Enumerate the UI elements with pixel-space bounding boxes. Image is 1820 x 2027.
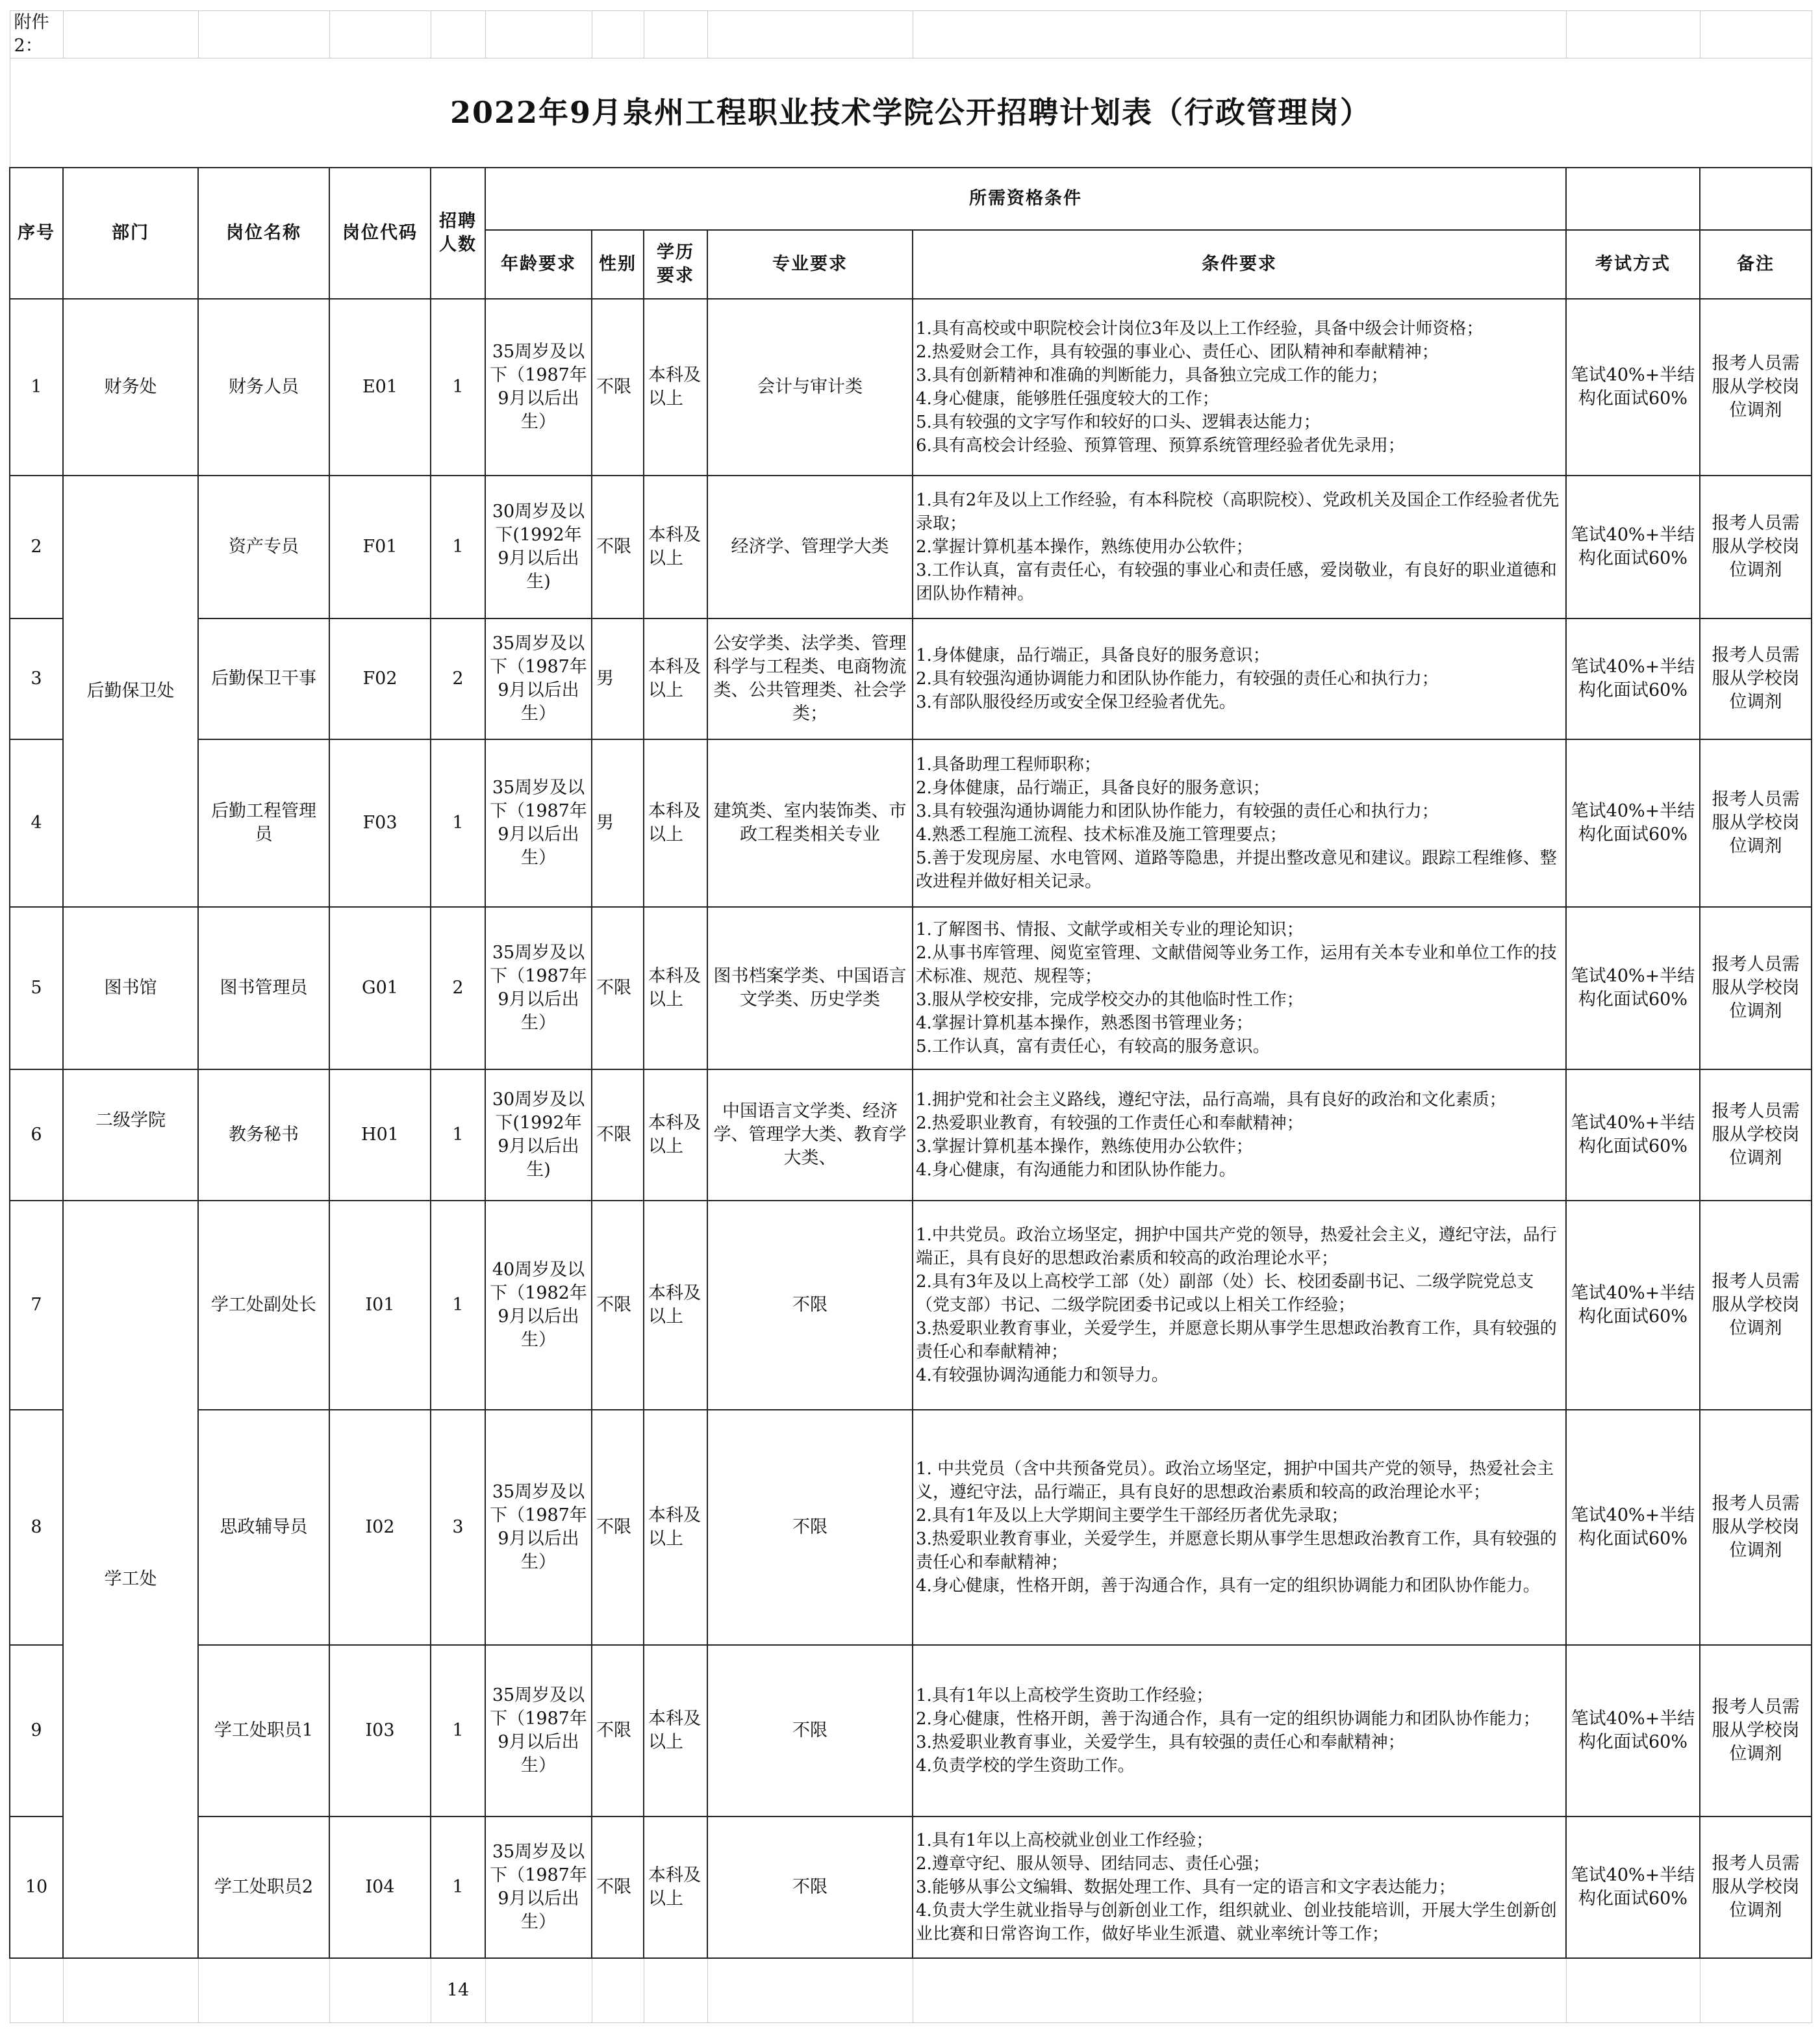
row-seq: 1 (10, 299, 63, 476)
row-age: 30周岁及以下(1992年9月以后出生) (485, 476, 592, 618)
row-dept: 二级学院 (63, 1069, 198, 1201)
row-gender: 不限 (592, 1645, 644, 1817)
row-position: 财务人员 (198, 299, 329, 476)
attachment-label: 附件2： (10, 11, 63, 58)
row-age: 35周岁及以下（1987年9月以后出生） (485, 907, 592, 1069)
row-major: 不限 (707, 1645, 913, 1817)
row-position: 学工处职员1 (198, 1645, 329, 1817)
row-remarks: 报考人员需服从学校岗位调剂 (1700, 1645, 1812, 1817)
row-education: 本科及以上 (644, 1069, 707, 1201)
row-remarks: 报考人员需服从学校岗位调剂 (1700, 1817, 1812, 1958)
condition-line: 1.具有2年及以上工作经验，有本科院校（高职院校）、党政机关及国企工作经验者优先录取； (916, 490, 1560, 533)
condition-line: 1.具有高校或中职院校会计岗位3年及以上工作经验，具备中级会计师资格； (916, 318, 1484, 338)
row-code: F01 (329, 476, 431, 618)
row-code: I02 (329, 1410, 431, 1645)
total-row (10, 1958, 1812, 2023)
row-remarks: 报考人员需服从学校岗位调剂 (1700, 907, 1812, 1069)
row-remarks: 报考人员需服从学校岗位调剂 (1700, 299, 1812, 476)
row-conditions (913, 1201, 1566, 1410)
row-age: 40周岁及以下（1982年9月以后出生） (485, 1201, 592, 1410)
row-position: 学工处副处长 (198, 1201, 329, 1410)
header-age: 年龄要求 (485, 230, 592, 299)
table-row (10, 739, 1812, 907)
row-count: 1 (431, 1069, 485, 1201)
condition-line: 4.掌握计算机基本操作，熟悉图书管理业务； (916, 1013, 1253, 1033)
table-row (10, 476, 1812, 618)
row-education: 本科及以上 (644, 739, 707, 907)
row-gender: 男 (592, 739, 644, 907)
row-gender: 不限 (592, 1410, 644, 1645)
row-code: I01 (329, 1201, 431, 1410)
row-position: 资产专员 (198, 476, 329, 618)
table-row (10, 618, 1812, 739)
row-exam: 笔试40%+半结构化面试60% (1566, 1201, 1700, 1410)
total-count: 14 (431, 1958, 485, 2023)
row-education: 本科及以上 (644, 1645, 707, 1817)
condition-line: 3.掌握计算机基本操作，熟练使用办公软件； (916, 1136, 1253, 1156)
row-remarks: 报考人员需服从学校岗位调剂 (1700, 739, 1812, 907)
header-qualifications: 所需资格条件 (485, 168, 1566, 230)
row-position: 图书管理员 (198, 907, 329, 1069)
condition-line: 5.工作认真，富有责任心，有较高的服务意识。 (916, 1036, 1270, 1056)
row-education: 本科及以上 (644, 907, 707, 1069)
header-count: 招聘人数 (431, 168, 485, 299)
row-conditions (913, 1410, 1566, 1645)
condition-line: 5.具有较强的文字写作和较好的口头、逻辑表达能力； (916, 412, 1321, 432)
condition-line: 2.掌握计算机基本操作，熟练使用办公软件； (916, 537, 1253, 557)
row-dept: 财务处 (63, 299, 198, 476)
condition-line: 3.有部队服役经历或安全保卫经验者优先。 (916, 692, 1236, 712)
row-age: 35周岁及以下（1987年9月以后出生） (485, 1817, 592, 1958)
row-age: 35周岁及以下（1987年9月以后出生） (485, 1645, 592, 1817)
row-education: 本科及以上 (644, 1817, 707, 1958)
row-major: 图书档案学类、中国语言文学类、历史学类 (707, 907, 913, 1069)
condition-line: 1.具有1年以上高校学生资助工作经验； (916, 1685, 1213, 1705)
header-code: 岗位代码 (329, 168, 431, 299)
row-seq: 6 (10, 1069, 63, 1201)
condition-line: 2.热爱财会工作，具有较强的事业心、责任心、团队精神和奉献精神； (916, 342, 1439, 362)
table-row (10, 907, 1812, 1069)
row-age: 35周岁及以下（1987年9月以后出生） (485, 618, 592, 739)
condition-line: 2.遵章守纪、服从领导、团结同志、责任心强； (916, 1854, 1270, 1874)
condition-line: 5.善于发现房屋、水电管网、道路等隐患，并提出整改意见和建议。跟踪工程维修、整改进程并做好相关记录。 (916, 848, 1557, 891)
row-gender: 不限 (592, 476, 644, 618)
row-gender: 不限 (592, 299, 644, 476)
header-position: 岗位名称 (198, 168, 329, 299)
table-row (10, 1817, 1812, 1958)
condition-line: 3.热爱职业教育事业，关爱学生，具有较强的责任心和奉献精神； (916, 1732, 1405, 1752)
row-age: 35周岁及以下（1987年9月以后出生） (485, 1410, 592, 1645)
header-exam: 考试方式 (1566, 230, 1700, 299)
condition-line: 4.负责大学生就业指导与创新创业工作，组织就业、创业技能培训，开展大学生创新创业比赛和日常咨询工作，做好毕业生派遣、就业率统计等工作； (916, 1900, 1557, 1944)
recruitment-sheet (9, 10, 1811, 2023)
row-seq: 10 (10, 1817, 63, 1958)
row-code: I04 (329, 1817, 431, 1958)
row-remarks: 报考人员需服从学校岗位调剂 (1700, 1410, 1812, 1645)
row-gender: 不限 (592, 1817, 644, 1958)
condition-line: 3.能够从事公文编辑、数据处理工作、具有一定的语言和文字表达能力； (916, 1877, 1456, 1897)
header-gender: 性别 (592, 230, 644, 299)
table-row (10, 1410, 1812, 1645)
row-exam: 笔试40%+半结构化面试60% (1566, 907, 1700, 1069)
header-seq: 序号 (10, 168, 63, 299)
row-conditions (913, 1817, 1566, 1958)
row-conditions (913, 907, 1566, 1069)
row-conditions (913, 739, 1566, 907)
table-row (10, 1069, 1812, 1201)
row-education: 本科及以上 (644, 1410, 707, 1645)
page-title: 2022年9月泉州工程职业技术学院公开招聘计划表（行政管理岗） (10, 58, 1812, 168)
row-gender: 不限 (592, 1069, 644, 1201)
row-remarks: 报考人员需服从学校岗位调剂 (1700, 618, 1812, 739)
condition-line: 4.熟悉工程施工流程、技术标准及施工管理要点； (916, 824, 1287, 845)
row-dept: 后勤保卫处 (63, 476, 198, 907)
row-exam: 笔试40%+半结构化面试60% (1566, 618, 1700, 739)
condition-line: 1. 中共党员（含中共预备党员）。政治立场坚定，拥护中国共产党的领导，热爱社会主义，遵纪守法，品行端正，具有良好的思想政治素质和较高的政治理论水平； (916, 1459, 1554, 1502)
row-major: 不限 (707, 1201, 913, 1410)
condition-line: 2.具有1年及以上大学期间主要学生干部经历者优先录取； (916, 1505, 1348, 1525)
row-education: 本科及以上 (644, 299, 707, 476)
header-dept: 部门 (63, 168, 198, 299)
row-code: E01 (329, 299, 431, 476)
row-count: 3 (431, 1410, 485, 1645)
row-gender: 不限 (592, 1201, 644, 1410)
row-seq: 3 (10, 618, 63, 739)
row-exam: 笔试40%+半结构化面试60% (1566, 1817, 1700, 1958)
row-age: 30周岁及以下(1992年9月以后出生) (485, 1069, 592, 1201)
row-age: 35周岁及以下（1987年9月以后出生） (485, 739, 592, 907)
row-code: F03 (329, 739, 431, 907)
row-conditions (913, 1645, 1566, 1817)
table-row (10, 1201, 1812, 1410)
condition-line: 2.具有3年及以上高校学工部（处）副部（处）长、校团委副书记、二级学院党总支（党支部）书记、二级学院团委书记或以上相关工作经验； (916, 1271, 1534, 1315)
row-exam: 笔试40%+半结构化面试60% (1566, 1645, 1700, 1817)
condition-line: 4.有较强协调沟通能力和领导力。 (916, 1365, 1169, 1385)
row-conditions (913, 299, 1566, 476)
condition-line: 2.身体健康，品行端正，具备良好的服务意识； (916, 778, 1270, 798)
row-dept: 图书馆 (63, 907, 198, 1069)
row-conditions (913, 618, 1566, 739)
row-position: 后勤保卫干事 (198, 618, 329, 739)
row-dept: 学工处 (63, 1201, 198, 1958)
row-exam: 笔试40%+半结构化面试60% (1566, 1069, 1700, 1201)
row-gender: 男 (592, 618, 644, 739)
row-major: 公安学类、法学类、管理科学与工程类、电商物流类、公共管理类、社会学类； (707, 618, 913, 739)
row-seq: 5 (10, 907, 63, 1069)
row-major: 中国语言文学类、经济学、管理学大类、教育学大类、 (707, 1069, 913, 1201)
condition-line: 1.中共党员。政治立场坚定，拥护中国共产党的领导，热爱社会主义，遵纪守法，品行端正，具有良好的思想政治素质和较高的政治理论水平； (916, 1225, 1557, 1268)
header-education: 学历要求 (644, 230, 707, 299)
table-row (10, 1645, 1812, 1817)
row-code: H01 (329, 1069, 431, 1201)
row-major: 不限 (707, 1410, 913, 1645)
condition-line: 6.具有高校会计经验、预算管理、预算系统管理经验者优先录用； (916, 435, 1405, 455)
row-count: 1 (431, 1201, 485, 1410)
header-remarks: 备注 (1700, 230, 1812, 299)
condition-line: 3.服从学校安排，完成学校交办的其他临时性工作； (916, 989, 1304, 1010)
condition-line: 1.具有1年以上高校就业创业工作经验； (916, 1830, 1213, 1850)
row-count: 1 (431, 299, 485, 476)
title-row (10, 58, 1812, 168)
row-major: 经济学、管理学大类 (707, 476, 913, 618)
row-count: 1 (431, 476, 485, 618)
condition-line: 1.了解图书、情报、文献学或相关专业的理论知识； (916, 919, 1304, 939)
condition-line: 4.身心健康，有沟通能力和团队协作能力。 (916, 1160, 1236, 1180)
row-position: 学工处职员2 (198, 1817, 329, 1958)
row-education: 本科及以上 (644, 476, 707, 618)
row-code: F02 (329, 618, 431, 739)
condition-line: 1.具备助理工程师职称； (916, 754, 1101, 774)
row-code: I03 (329, 1645, 431, 1817)
row-position: 后勤工程管理员 (198, 739, 329, 907)
row-exam: 笔试40%+半结构化面试60% (1566, 299, 1700, 476)
row-position: 教务秘书 (198, 1069, 329, 1201)
header-row-1 (10, 168, 1812, 230)
row-position: 思政辅导员 (198, 1410, 329, 1645)
row-remarks: 报考人员需服从学校岗位调剂 (1700, 1201, 1812, 1410)
row-count: 1 (431, 739, 485, 907)
condition-line: 3.具有创新精神和准确的判断能力，具备独立完成工作的能力； (916, 365, 1388, 385)
condition-line: 3.具有较强沟通协调能力和团队协作能力，有较强的责任心和执行力； (916, 801, 1439, 821)
condition-line: 3.热爱职业教育事业，关爱学生，并愿意长期从事学生思想政治教育工作，具有较强的责任心和奉献精神； (916, 1529, 1557, 1572)
row-education: 本科及以上 (644, 1201, 707, 1410)
row-seq: 8 (10, 1410, 63, 1645)
row-major: 会计与审计类 (707, 299, 913, 476)
condition-line: 2.从事书库管理、阅览室管理、文献借阅等业务工作，运用有关本专业和单位工作的技术标准、规范、规程等； (916, 943, 1557, 986)
row-count: 2 (431, 618, 485, 739)
row-remarks: 报考人员需服从学校岗位调剂 (1700, 1069, 1812, 1201)
row-education: 本科及以上 (644, 618, 707, 739)
header-major: 专业要求 (707, 230, 913, 299)
condition-line: 1.拥护党和社会主义路线，遵纪守法，品行高端，具有良好的政治和文化素质； (916, 1090, 1506, 1110)
row-exam: 笔试40%+半结构化面试60% (1566, 739, 1700, 907)
condition-line: 2.热爱职业教育，有较强的工作责任心和奉献精神； (916, 1113, 1304, 1133)
row-major: 建筑类、室内装饰类、市政工程类相关专业 (707, 739, 913, 907)
row-remarks: 报考人员需服从学校岗位调剂 (1700, 476, 1812, 618)
row-conditions (913, 476, 1566, 618)
recruitment-table (9, 10, 1812, 2023)
row-count: 2 (431, 907, 485, 1069)
row-seq: 4 (10, 739, 63, 907)
row-seq: 9 (10, 1645, 63, 1817)
header-conditions: 条件要求 (913, 230, 1566, 299)
row-exam: 笔试40%+半结构化面试60% (1566, 1410, 1700, 1645)
row-conditions (913, 1069, 1566, 1201)
condition-line: 2.身心健康，性格开朗，善于沟通合作，具有一定的组织协调能力和团队协作能力； (916, 1709, 1540, 1729)
row-code: G01 (329, 907, 431, 1069)
row-count: 1 (431, 1817, 485, 1958)
row-gender: 不限 (592, 907, 644, 1069)
condition-line: 3.工作认真，富有责任心，有较强的事业心和责任感，爱岗敬业，有良好的职业道德和团队协作精神。 (916, 560, 1557, 604)
row-seq: 7 (10, 1201, 63, 1410)
condition-line: 4.负责学校的学生资助工作。 (916, 1755, 1135, 1776)
row-major: 不限 (707, 1817, 913, 1958)
row-count: 1 (431, 1645, 485, 1817)
condition-line: 3.热爱职业教育事业，关爱学生，并愿意长期从事学生思想政治教育工作，具有较强的责任心和奉献精神； (916, 1318, 1557, 1362)
attachment-row (10, 11, 1812, 58)
row-exam: 笔试40%+半结构化面试60% (1566, 476, 1700, 618)
row-age: 35周岁及以下（1987年9月以后出生） (485, 299, 592, 476)
condition-line: 4.身心健康，性格开朗，善于沟通合作，具有一定的组织协调能力和团队协作能力。 (916, 1575, 1540, 1596)
table-row (10, 299, 1812, 476)
condition-line: 2.具有较强沟通协调能力和团队协作能力，有较强的责任心和执行力； (916, 669, 1439, 689)
condition-line: 4.身心健康，能够胜任强度较大的工作； (916, 389, 1219, 409)
row-seq: 2 (10, 476, 63, 618)
condition-line: 1.身体健康，品行端正，具备良好的服务意识； (916, 645, 1270, 665)
